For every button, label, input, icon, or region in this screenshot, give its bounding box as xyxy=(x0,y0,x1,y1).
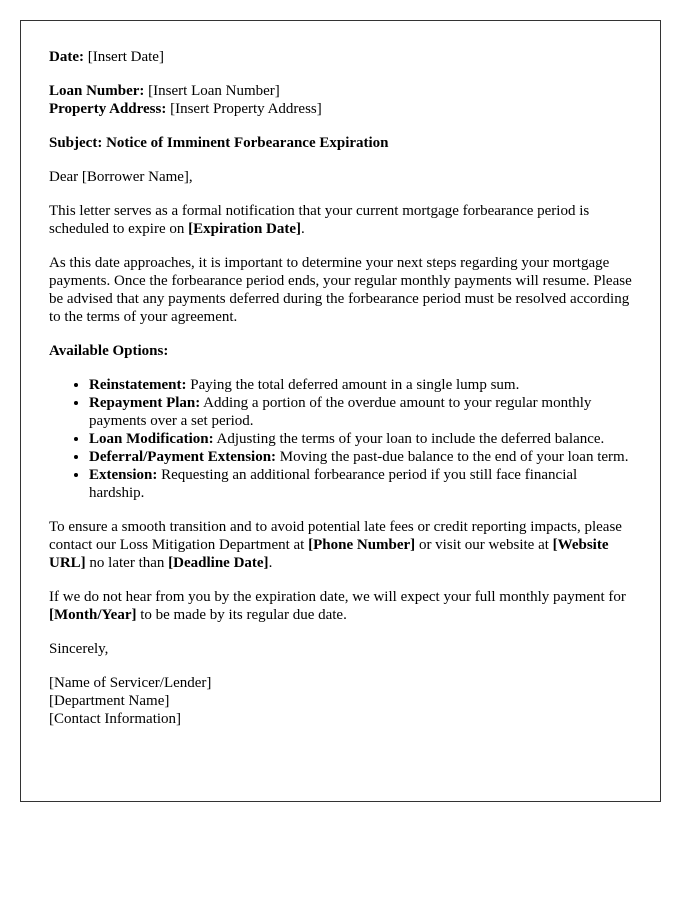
text: . xyxy=(301,221,305,237)
date-value: [Insert Date] xyxy=(83,49,164,65)
options-list xyxy=(49,376,632,502)
closing: Sincerely, xyxy=(49,641,109,657)
text: . xyxy=(268,555,273,571)
list-item xyxy=(89,430,632,448)
deadline-date: [Deadline Date] xyxy=(168,555,269,571)
list-item xyxy=(89,394,632,430)
paragraph-1 xyxy=(49,202,632,238)
text: This letter serves as a formal notification that your current mortgage forbearance period is scheduled to expire on xyxy=(49,203,590,237)
option-title: Extension: xyxy=(89,467,158,483)
list-item xyxy=(89,466,632,502)
date-line xyxy=(49,48,632,66)
phone-number: [Phone Number] xyxy=(308,537,416,553)
loan-info xyxy=(49,82,632,118)
expiration-date: [Expiration Date] xyxy=(188,221,302,237)
option-text: Adjusting the terms of your loan to include the deferred balance. xyxy=(213,431,605,447)
subject xyxy=(49,134,632,152)
options-heading-text: Available Options: xyxy=(49,343,169,359)
text: or visit our website at xyxy=(415,537,553,553)
subject-text: Subject: Notice of Imminent Forbearance Expiration xyxy=(49,135,389,151)
website-url: [Website URL] xyxy=(49,537,609,571)
contact-information: [Contact Information] xyxy=(49,711,182,727)
paragraph-2: As this date approaches, it is important to determine your next steps regarding your mortgage payments. Once the forbearance period ends, your regular monthly payments will resume. Please be advised that any payments deferred during the forbearance period must be resolved according to the terms of your agreement. xyxy=(49,255,632,325)
option-title: Reinstatement: xyxy=(89,377,187,393)
address-value: [Insert Property Address] xyxy=(166,101,322,117)
signature-block xyxy=(49,674,632,728)
text: To ensure a smooth transition and to avoid potential late fees or credit reporting impacts, please contact our Loss Mitigation Department at xyxy=(49,519,622,553)
paragraph-3 xyxy=(49,518,632,572)
option-text: Requesting an additional forbearance period if you still face financial hardship. xyxy=(89,467,578,501)
date-label: Date: xyxy=(49,49,84,65)
servicer-name: [Name of Servicer/Lender] xyxy=(49,675,212,691)
list-item xyxy=(89,448,632,466)
text: to be made by its regular due date. xyxy=(136,607,347,623)
option-text: Adding a portion of the overdue amount to your regular monthly payments over a set period. xyxy=(89,395,592,429)
list-item xyxy=(89,376,632,394)
text: If we do not hear from you by the expiration date, we will expect your full monthly payment for xyxy=(49,589,626,605)
text: no later than xyxy=(85,555,169,571)
option-title: Loan Modification: xyxy=(89,431,214,447)
option-title: Repayment Plan: xyxy=(89,395,201,411)
department-name: [Department Name] xyxy=(49,693,170,709)
letter xyxy=(20,20,661,802)
address-label: Property Address: xyxy=(49,101,167,117)
loan-label: Loan Number: xyxy=(49,83,145,99)
options-heading xyxy=(49,342,632,360)
paragraph-4 xyxy=(49,588,632,624)
salutation: Dear [Borrower Name], xyxy=(49,169,193,185)
option-title: Deferral/Payment Extension: xyxy=(89,449,277,465)
option-text: Moving the past-due balance to the end of your loan term. xyxy=(276,449,629,465)
month-year: [Month/Year] xyxy=(49,607,137,623)
loan-value: [Insert Loan Number] xyxy=(144,83,280,99)
option-text: Paying the total deferred amount in a single lump sum. xyxy=(186,377,520,393)
